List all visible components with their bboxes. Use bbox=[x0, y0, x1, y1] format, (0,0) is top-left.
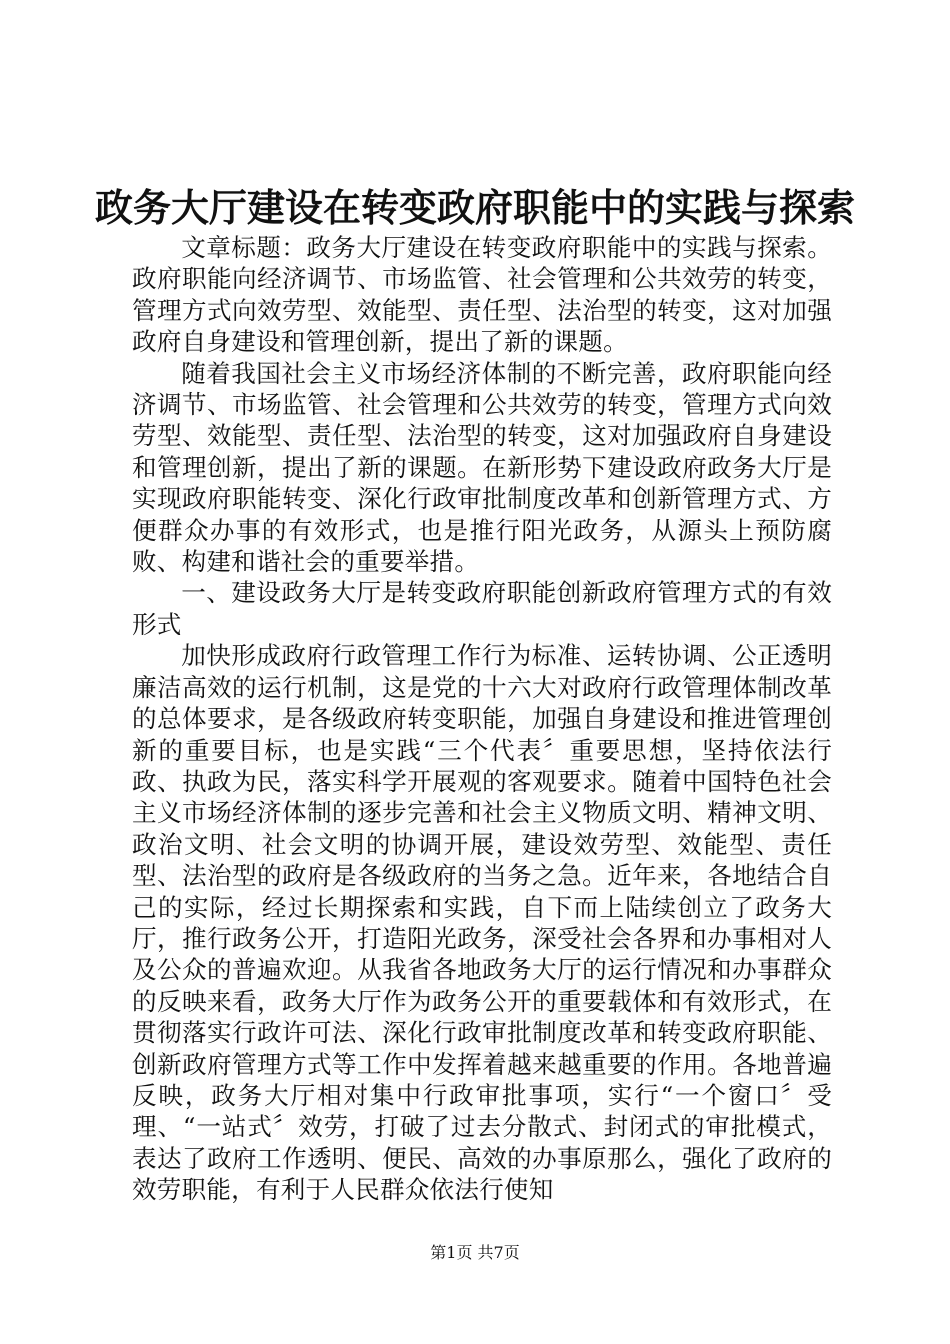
paragraph-intro: 文章标题：政务大厅建设在转变政府职能中的实践与探索。政府职能向经济调节、市场监管、社会管理和公共效劳的转变，管理方式向效劳型、效能型、责任型、法治型的转变，这对加强政府自身建设和管理创新，提出了新的课题。 bbox=[132, 233, 832, 357]
paragraph-section-1: 加快形成政府行政管理工作行为标准、运转协调、公正透明廉洁高效的运行机制，这是党的十六大对政府行政管理体制改革的总体要求，是各级政府转变职能，加强自身建设和推进管理创新的重要目标，也是实践“三个代表〞重要思想，坚持依法行政、执政为民，落实科学开展观的客观要求。随着中国特色社会主义市场经济体制的逐步完善和社会主义物质文明、精神文明、政治文明、社会文明的协调开展，建设效劳型、效能型、责任型、法治型的政府是各级政府的当务之急。近年来，各地结合自己的实际，经过长期探索和实践，自下而上陆续创立了政务大厅，推行政务公开，打造阳光政务，深受社会各界和办事相对人及公众的普遍欢迎。从我省各地政务大厅的运行情况和办事群众的反映来看，政务大厅作为政务公开的重要载体和有效形式，在贯彻落实行政许可法、深化行政审批制度改革和转变政府职能、创新政府管理方式等工作中发挥着越来越重要的作用。各地普遍反映，政务大厅相对集中行政审批事项，实行“一个窗口〞受理、“一站式〞效劳，打破了过去分散式、封闭式的审批模式，表达了政府工作透明、便民、高效的办事原那么，强化了政府的效劳职能，有利于人民群众依法行使知 bbox=[132, 641, 832, 1205]
document-title: 政务大厅建设在转变政府职能中的实践与探索 bbox=[94, 185, 855, 230]
paragraph-background: 随着我国社会主义市场经济体制的不断完善，政府职能向经济调节、市场监管、社会管理和公共效劳的转变，管理方式向效劳型、效能型、责任型、法治型的转变，这对加强政府自身建设和管理创新，提出了新的课题。在新形势下建设政府政务大厅是实现政府职能转变、深化行政审批制度改革和创新管理方式、方便群众办事的有效形式，也是推行阳光政务，从源头上预防腐败、构建和谐社会的重要举措。 bbox=[132, 358, 832, 577]
section-heading-1: 一、建设政务大厅是转变政府职能创新政府管理方式的有效形式 bbox=[132, 578, 832, 639]
document-body bbox=[132, 232, 832, 1206]
page-number-footer: 第1页 共7页 bbox=[430, 1243, 520, 1262]
